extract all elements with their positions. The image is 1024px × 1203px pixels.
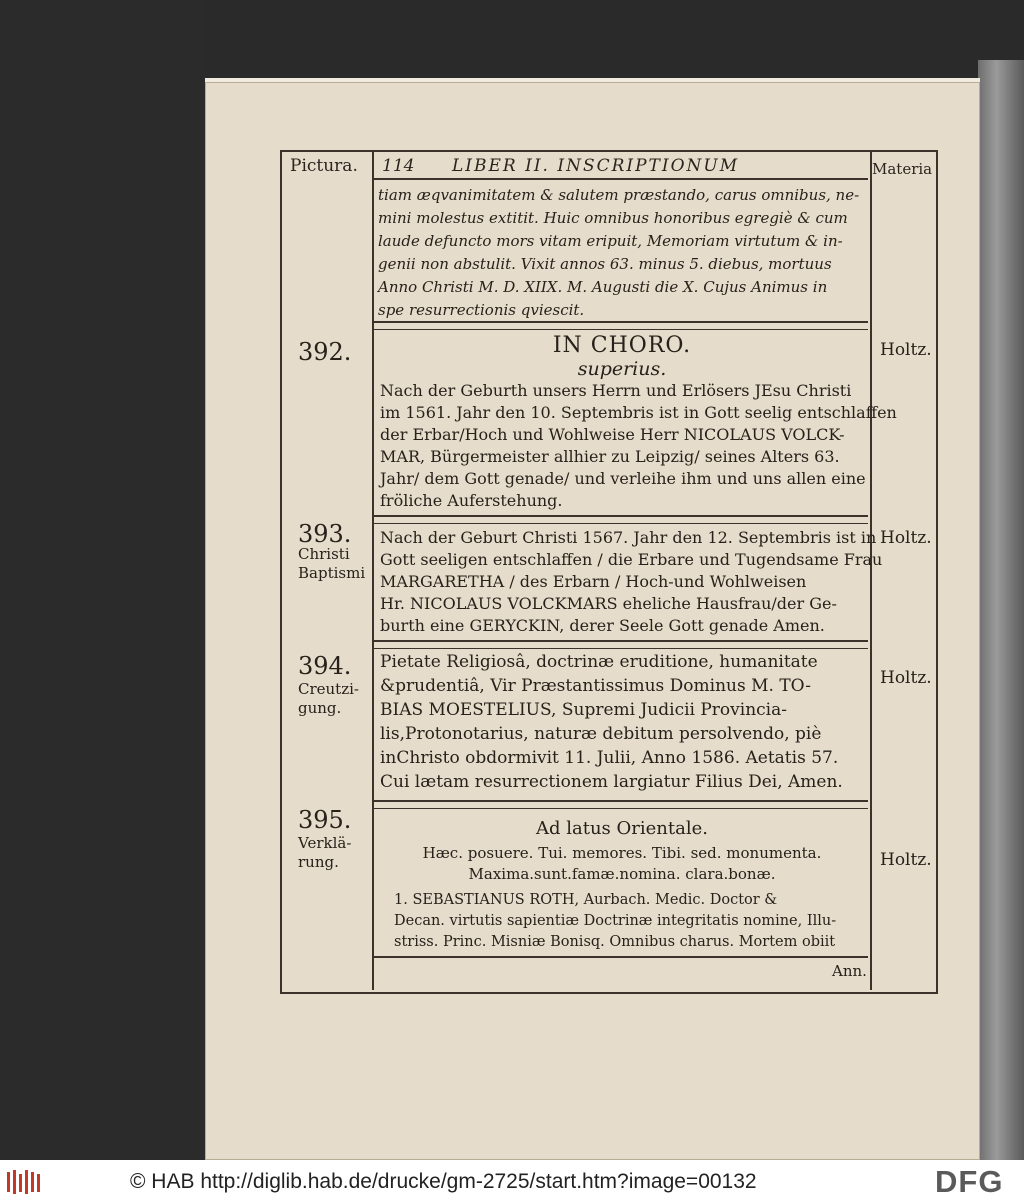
entry-number-392: 392. [298, 338, 352, 366]
entry-394-text [380, 650, 843, 794]
entry-motto-line-2: Maxima.sunt.famæ.nomina. clara.bonæ. [468, 865, 776, 883]
catchword: Ann. [832, 962, 867, 980]
text-line: spe resurrectionis qviescit. [378, 301, 585, 319]
text-line: striss. Princ. Misniæ Bonisq. Omnibus charus. Mortem obiit [394, 934, 836, 950]
entry-subheading: superius. [577, 358, 667, 380]
header-rule [372, 178, 868, 180]
text-line: mini molestus extitit. Huic omnibus honoribus egregiè & cum [378, 209, 848, 227]
section-rule [372, 800, 868, 809]
entry-395-text [394, 890, 836, 953]
entry-heading: Ad latus Orientale. [536, 818, 708, 839]
entry-393-text [380, 527, 882, 637]
sidenote-line: Baptismi [298, 564, 366, 582]
scan-background-left [0, 0, 205, 1160]
material-392: Holtz. [880, 340, 932, 360]
text-line: laude defuncto mors vitam eripuit, Memoriam virtutum & in- [378, 232, 843, 250]
entry-number-393: 393. [298, 520, 352, 548]
entry-motto-line-1: Hæc. posuere. Tui. memores. Tibi. sed. monumenta. [422, 844, 822, 862]
text-line: &prudentiâ, Vir Præstantissimus Dominus M. TO- [380, 676, 811, 696]
copyright-link[interactable]: © HAB http://diglib.hab.de/drucke/gm-2725/start.htm?image=00132 [130, 1170, 757, 1193]
section-rule [372, 515, 868, 524]
material-394: Holtz. [880, 668, 932, 688]
entry-number-395: 395. [298, 806, 352, 834]
sidenote-line: rung. [298, 853, 339, 871]
text-line: Pietate Religiosâ, doctrinæ eruditione, humanitate [380, 652, 818, 672]
continuation-paragraph [378, 184, 859, 322]
entry-number-394: 394. [298, 652, 352, 680]
header-pictura: Pictura. [290, 156, 358, 176]
sidenote-line: Verklä- [298, 834, 352, 852]
text-line: Nach der Geburt Christi 1567. Jahr den 12. Septembris ist in [380, 528, 877, 547]
text-line: genii non abstulit. Vixit annos 63. minus 5. diebus, mortuus [378, 255, 832, 273]
text-line: Decan. virtutis sapientiæ Doctrinæ integritatis nomine, Illu- [394, 913, 837, 929]
sidenote-line: Christi [298, 545, 350, 563]
header-materia: Materia [872, 160, 933, 178]
text-line: Cui lætam resurrectionem largiatur Filius Dei, Amen. [380, 772, 843, 792]
bottom-rule [372, 956, 868, 958]
section-rule [372, 321, 868, 330]
text-line: Hr. NICOLAUS VOLCKMARS eheliche Hausfrau/der Ge- [380, 594, 837, 613]
text-line: burth eine GERYCKIN, derer Seele Gott genade Amen. [380, 616, 825, 635]
dfg-logo: DFG [935, 1164, 1004, 1199]
book-page-edge [978, 60, 1024, 1160]
hab-logo-icon [6, 1168, 44, 1196]
entry-395-sidenote [298, 834, 351, 872]
text-line: 1. SEBASTIANUS ROTH, Aurbach. Medic. Doctor & [394, 892, 778, 908]
page-number: 114 [382, 156, 415, 176]
text-line: MAR, Bürgermeister allhier zu Leipzig/ seines Alters 63. [380, 447, 840, 466]
sidenote-line: Creutzi- [298, 680, 359, 698]
text-line: der Erbar/Hoch und Wohlweise Herr NICOLAUS VOLCK- [380, 425, 845, 444]
text-line: Gott seeligen entschlaffen / die Erbare und Tugendsame Frau [380, 550, 883, 569]
text-line: lis,Protonotarius, naturæ debitum persolvendo, piè [380, 724, 822, 744]
section-rule [372, 640, 868, 649]
running-title: LIBER II. INSCRIPTIONUM [452, 156, 740, 176]
material-395: Holtz. [880, 850, 932, 870]
entry-heading: IN CHORO. [552, 333, 692, 358]
text-line: tiam æqvanimitatem & salutem præstando, carus omnibus, ne- [378, 186, 860, 204]
entry-394-sidenote [298, 680, 359, 718]
text-line: Nach der Geburth unsers Herrn und Erlösers JEsu Christi [380, 381, 852, 400]
entry-392-text [380, 380, 897, 512]
text-line: im 1561. Jahr den 10. Septembris ist in Gott seelig entschlaffen [380, 403, 897, 422]
footer-bar [0, 1160, 1024, 1203]
text-line: MARGARETHA / des Erbarn / Hoch-und Wohlweisen [380, 572, 807, 591]
text-line: BIAS MOESTELIUS, Supremi Judicii Provincia- [380, 700, 787, 720]
material-393: Holtz. [880, 528, 932, 548]
text-line: inChristo obdormivit 11. Julii, Anno 1586. Aetatis 57. [380, 748, 839, 768]
text-line: Jahr/ dem Gott genade/ und verleihe ihm und uns allen eine [380, 469, 866, 488]
sidenote-line: gung. [298, 699, 342, 717]
text-line: fröliche Auferstehung. [380, 491, 563, 510]
text-line: Anno Christi M. D. XIIX. M. Augusti die X. Cujus Animus in [378, 278, 828, 296]
entry-393-sidenote [298, 545, 365, 583]
